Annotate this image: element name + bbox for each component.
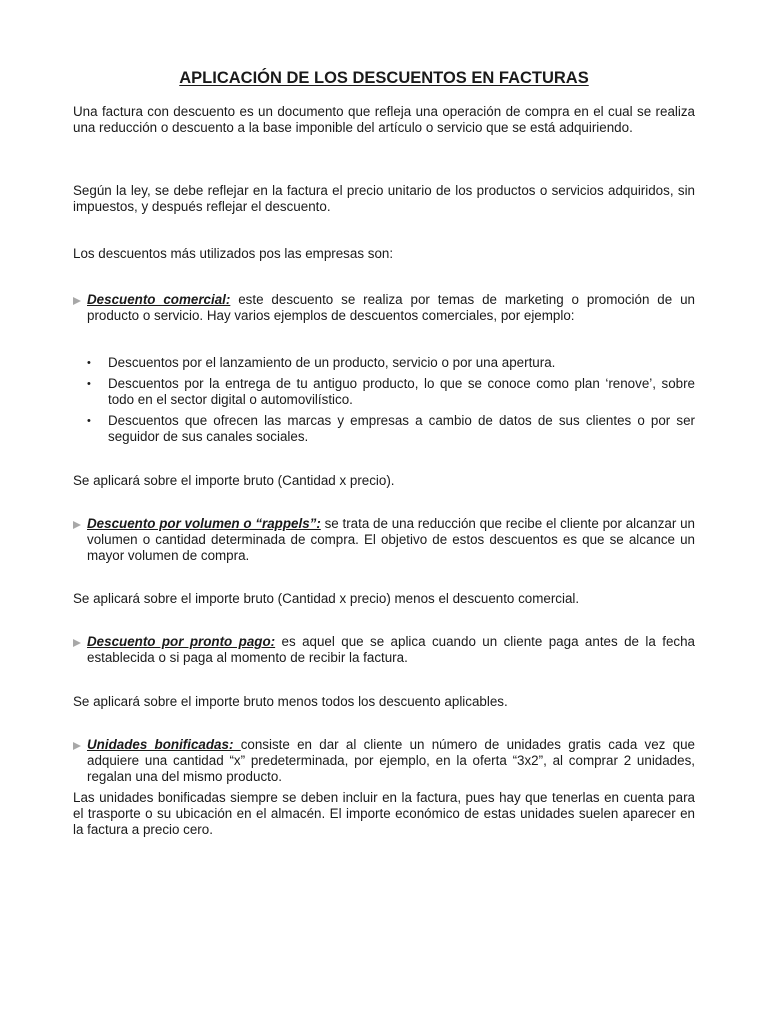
item-term: Unidades bonificadas:	[87, 737, 241, 752]
item-term: Descuento por volumen o “rappels”:	[87, 516, 321, 531]
bullet-text: Descuentos por el lanzamiento de un producto, servicio o por una apertura.	[108, 355, 556, 370]
arrow-bullet-icon	[73, 639, 81, 647]
arrow-bullet-icon	[73, 742, 81, 750]
item-description: este descuento se realiza por temas de marketing o promoción de un producto o servicio. Hay varios ejemplos de descuentos comerciales, por ejemplo:	[87, 292, 695, 323]
law-paragraph: Según la ley, se debe reflejar en la factura el precio unitario de los productos o servicios adquiridos, sin impuestos, y después reflejar el descuento.	[73, 183, 695, 214]
bullet-dot-icon: •	[87, 378, 91, 390]
bullet-dot-icon: •	[87, 415, 91, 427]
item-text	[87, 292, 695, 324]
arrow-bullet-icon	[73, 297, 81, 305]
bullet-text: Descuentos que ofrecen las marcas y empresas a cambio de datos de sus clientes o por ser seguidor de sus canales sociales.	[108, 413, 695, 444]
item-term: Descuento por pronto pago:	[87, 634, 276, 649]
bullet-dot-icon: •	[87, 357, 91, 369]
bullet-item	[87, 413, 695, 445]
item-text	[87, 634, 695, 666]
item-pronto-pago	[73, 634, 695, 666]
apply-note-1: Se aplicará sobre el importe bruto (Cantidad x precio).	[73, 473, 395, 488]
item-descuento-comercial	[73, 292, 695, 324]
discounts-intro: Los descuentos más utilizados pos las empresas son:	[73, 246, 394, 261]
item-descuento-volumen	[73, 516, 695, 564]
item-description: consiste en dar al cliente un número de unidades gratis cada vez que adquiere una cantidad “x” predeterminada, por ejemplo, en la oferta “3x2”, al comprar 2 unidades, regalan una del mismo producto.	[87, 737, 695, 784]
item-text	[87, 737, 695, 785]
apply-note-3: Se aplicará sobre el importe bruto menos todos los descuento aplicables.	[73, 694, 508, 709]
page-title: APLICACIÓN DE LOS DESCUENTOS EN FACTURAS	[179, 69, 589, 87]
bullet-text: Descuentos por la entrega de tu antiguo producto, lo que se conoce como plan ‘renove’, sobre todo en el sector digital o automovilístico.	[108, 376, 695, 407]
bullet-item	[87, 376, 695, 408]
item-description: es aquel que se aplica cuando un cliente paga antes de la fecha establecida o si paga al momento de recibir la factura.	[87, 634, 695, 665]
item-description: se trata de una reducción que recibe el cliente por alcanzar un volumen o cantidad determinada de compra. El objetivo de estos descuentos es que se alcance un mayor volumen de compra.	[87, 516, 695, 563]
item-text	[87, 516, 695, 564]
final-paragraph: Las unidades bonificadas siempre se deben incluir en la factura, pues hay que tenerlas en cuenta para el trasporte o su ubicación en el almacén. El importe económico de estas unidades suelen aparecer en la factura a precio cero.	[73, 790, 695, 837]
item-term: Descuento comercial:	[87, 292, 231, 307]
bullet-item	[87, 355, 695, 371]
item-unidades-bonificadas	[73, 737, 695, 785]
arrow-bullet-icon	[73, 521, 81, 529]
apply-note-2: Se aplicará sobre el importe bruto (Cantidad x precio) menos el descuento comercial.	[73, 591, 580, 606]
intro-paragraph: Una factura con descuento es un documento que refleja una operación de compra en el cual se realiza una reducción o descuento a la base imponible del artículo o servicio que se está adquiriendo.	[73, 104, 695, 135]
